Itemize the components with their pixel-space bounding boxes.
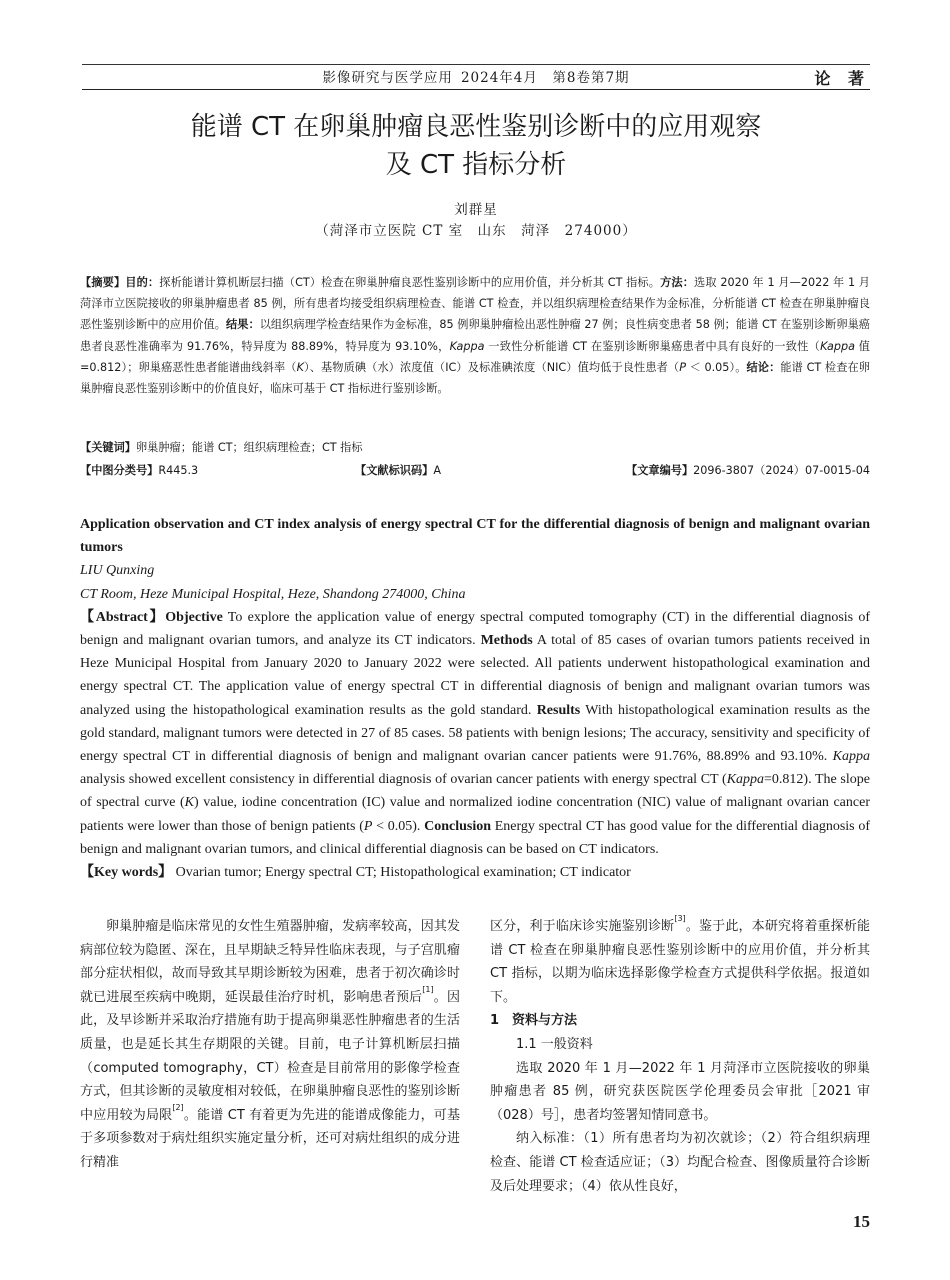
english-affiliation: CT Room, Heze Municipal Hospital, Heze, Shandong 274000, China — [80, 586, 466, 602]
methods-label: 方法： — [660, 276, 695, 289]
results-label: 结果： — [226, 318, 260, 332]
article-number — [626, 460, 870, 481]
header-bottom-rule — [82, 89, 870, 90]
citation-2[interactable]: [2] — [172, 1102, 184, 1112]
en-objective-label: Objective — [165, 609, 223, 625]
p-term: P — [679, 360, 686, 374]
methods-text: 选取 2020 年 1 月—2022 年 1 月菏泽市立医院接收的卵巢肿瘤患者 85 例，所有患者均接受组织病理检查、能谱 CT 检查，并以组织病理检查结果作为金标准，分析能谱 CT 检查在卵巢肿瘤良恶性鉴别诊断中的应用价值。 — [80, 276, 870, 332]
affiliation: （菏泽市立医院 CT 室 山东 菏泽 274000） — [315, 223, 637, 239]
page-title — [82, 108, 870, 184]
subsection-heading: 1.1 一般资料 — [516, 1036, 593, 1052]
en-keywords-text: Ovarian tumor; Energy spectral CT; Histopathological examination; CT indicator — [172, 865, 631, 881]
en-conclusion-label: Conclusion — [424, 818, 492, 834]
en-conclusion-text: Energy spectral CT has good value for the differential diagnosis of benign and malignant ovarian tumors, and clinical differential diagnosis can be based on CT indicators. — [80, 818, 870, 857]
art-label: 【文章编号】 — [626, 464, 694, 477]
en-results-c: =0.812). The slope of spectral curve ( — [80, 772, 870, 811]
en-methods-text: A total of 85 cases of ovarian tumors patients received in Heze Municipal Hospital from January 2020 to January 2022 were selected. All patients underwent histopathological examination and energy spectral CT. The application value of energy spectral CT in differential diagnosis of benign and malignant ovarian tumors was analyzed using the histopathological examination results as the gold standard. — [80, 633, 870, 718]
body-paragraph: 选取 2020 年 1 月—2022 年 1 月菏泽市立医院接收的卵巢肿瘤患者 85 例，研究获医院医学伦理委员会审批［2021 审（028）号］，患者均签署知情同意书。 — [490, 1060, 870, 1123]
kappa-term: Kappa — [449, 339, 485, 353]
clc-label: 【中图分类号】 — [80, 464, 159, 477]
body-paragraph: 纳入标准：（1）所有患者均为初次就诊；（2）符合组织病理检查、能谱 CT 检查适应证；（3）均配合检查、图像质量符合诊断及后处理要求；（4）依从性良好， — [490, 1131, 870, 1194]
chinese-keywords — [80, 437, 870, 458]
keywords-text: 卵巢肿瘤；能谱 CT；组织病理检查；CT 指标 — [135, 441, 363, 454]
document-code — [355, 460, 441, 481]
section-heading: 1 资料与方法 — [490, 1013, 578, 1029]
en-results-e: < 0.05). — [372, 818, 425, 834]
conclusion-label: 结论： — [746, 360, 781, 374]
abstract-label: 【摘要】 — [80, 276, 126, 289]
english-abstract — [80, 606, 870, 861]
citation-3[interactable]: [3] — [674, 914, 686, 923]
en-results-d: ) value, iodine concentration (IC) value and normalized iodine concentration (NIC) value of malignant ovarian cancer patients were lower than those of benign patients ( — [80, 795, 870, 834]
body-right-column — [490, 915, 870, 1198]
citation-1[interactable]: [1] — [422, 984, 434, 994]
en-keywords-label: 【Key words】 — [80, 865, 173, 881]
results-text-d: ）、基物质碘（水）浓度值（IC）及标准碘浓度（NIC）值均低于良性患者（ — [303, 360, 680, 374]
body-text: 。鉴于此，本研究将着重探析能谱 CT 检查在卵巢肿瘤良恶性鉴别诊断中的应用价值，并分析其 CT 指标，以期为临床选择影像学检查方式提供科学依据。报道如下。 — [490, 919, 870, 1005]
page-number: 15 — [853, 1212, 870, 1231]
body-left-column — [80, 915, 460, 1175]
k-term: K — [296, 360, 304, 374]
english-section — [80, 513, 870, 884]
body-text: 区分，利于临床诊实施鉴别诊断 — [490, 919, 675, 934]
conclusion-text: 能谱 CT 检查在卵巢肿瘤良恶性鉴别诊断中的价值良好，临床可基于 CT 指标进行鉴别诊断。 — [80, 360, 870, 396]
journal-issue: 2024年4月 第8卷第7期 — [460, 70, 630, 86]
body-text: 卵巢肿瘤是临床常见的女性生殖器肿瘤，发病率较高，因其发病部位较为隐匿、深在，且早期缺乏特异性临床表现，与子宫肌瘤部分症状相似，故而导致其早期诊断较为困难，患者于初次确诊时就已进展至疾病中晚期，延误最佳治疗时机，影响患者预后 — [80, 919, 460, 1005]
title-line-1: 能谱 CT 在卵巢肿瘤良恶性鉴别诊断中的应用观察 — [190, 112, 762, 142]
body-text: 。因此，及早诊断并采取治疗措施有助于提高卵巢恶性肿瘤患者的生活质量，也是延长其生存期限的关键。目前，电子计算机断层扫描（computed tomography，CT）检查是目前常用的影像学检查方式，但其诊断的灵敏度相对较低，在卵巢肿瘤良恶性的鉴别诊断中应用较为局限 — [80, 989, 460, 1123]
en-kappa: Kappa — [832, 749, 870, 765]
body-paragraph — [490, 915, 870, 1009]
journal-header — [82, 66, 870, 86]
en-kappa-2: Kappa — [726, 772, 765, 788]
objective-text: 探析能谱计算机断层扫描（CT）检查在卵巢肿瘤良恶性鉴别诊断中的应用价值，并分析其 CT 指标。 — [159, 276, 661, 289]
results-text-b: 一致性分析能谱 CT 在鉴别诊断卵巢癌患者中具有良好的一致性（ — [484, 339, 821, 353]
english-title: Application observation and CT index analysis of energy spectral CT for the differential diagnosis of benign and malignant ovarian tumors — [80, 517, 870, 556]
author: 刘群星 — [454, 202, 498, 218]
results-text-e: ＜ 0.05）。 — [685, 360, 747, 374]
english-keywords — [80, 861, 870, 884]
title-line-2: 及 CT 指标分析 — [385, 150, 567, 180]
body-text: 。能谱 CT 有着更为先进的能谱成像能力，可基于多项参数对于病灶组织实施定量分析，还可对病灶组织的成分进行精准 — [80, 1107, 460, 1170]
body-paragraph — [80, 915, 460, 1175]
journal-name: 影像研究与医学应用 — [322, 70, 453, 86]
clc-value: R445.3 — [158, 464, 199, 477]
header-top-rule — [82, 64, 870, 65]
en-objective-text: To explore the application value of energy spectral computed tomography (CT) in the differential diagnosis of benign and malignant ovarian tumors, and analyze its CT indicators. — [80, 609, 870, 649]
en-results-label: Results — [536, 702, 581, 718]
keywords-label: 【关键词】 — [80, 441, 136, 454]
results-text-c: 值 =0.812）；卵巢癌恶性患者能谱曲线斜率（ — [80, 339, 870, 374]
classification-row — [80, 460, 870, 481]
en-abstract-label: 【Abstract】 — [80, 609, 166, 625]
kappa-term-2: Kappa — [820, 339, 855, 353]
clc-number — [80, 460, 198, 481]
article-type: 论 著 — [814, 69, 870, 88]
english-author: LIU Qunxing — [80, 563, 155, 579]
en-results-b: analysis showed excellent consistency in differential diagnosis of ovarian cancer patients with energy spectral CT ( — [80, 772, 727, 788]
chinese-abstract — [80, 272, 870, 399]
en-p: P — [363, 818, 373, 834]
en-results-a: With histopathological examination results as the gold standard, malignant tumors were detected in 27 of 85 cases. 58 patients with benign lesions; The accuracy, sensitivity and specificity of energy spectral CT in differential diagnosis of benign and malignant ovarian cancer patients were 91.76%, 88.89% and 93.10%. — [80, 702, 871, 765]
doc-value: A — [433, 464, 441, 477]
art-value: 2096-3807（2024）07-0015-04 — [693, 464, 870, 477]
results-text-a: 以组织病理学检查结果作为金标准，85 例卵巢肿瘤检出恶性肿瘤 27 例；良性病变患者 58 例；能谱 CT 在鉴别诊断卵巢癌患者良恶性准确率为 91.76%，特异度为 88.89%，特异度为 93.10%， — [80, 318, 870, 353]
en-methods-label: Methods — [480, 633, 533, 649]
objective-label: 目的： — [125, 276, 160, 289]
en-k: K — [184, 795, 194, 811]
doc-label: 【文献标识码】 — [355, 464, 434, 477]
